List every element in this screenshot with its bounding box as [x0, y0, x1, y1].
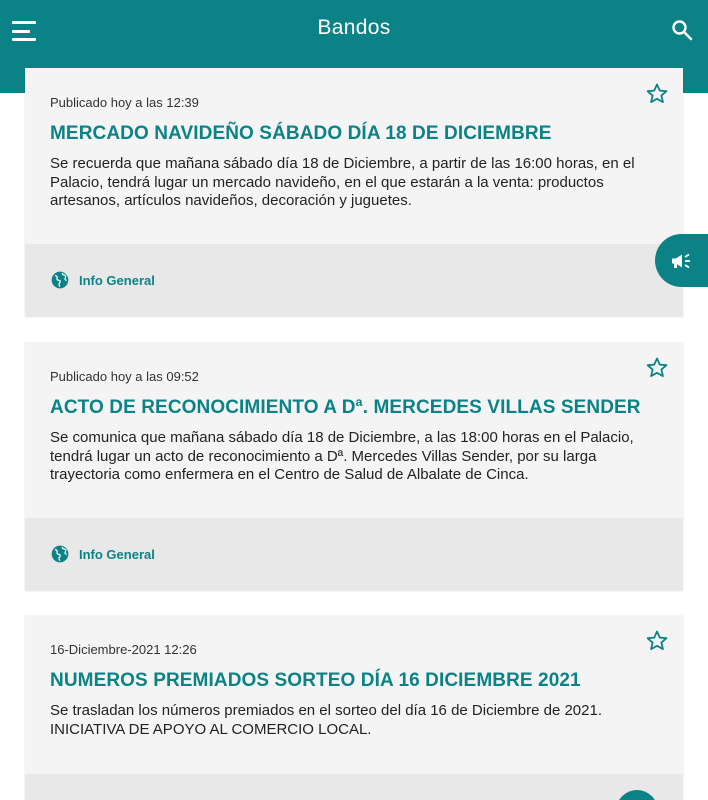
- published-time: 16-Diciembre-2021 12:26: [50, 642, 197, 657]
- favorite-star-icon[interactable]: [645, 82, 669, 106]
- bando-body: Se recuerda que mañana sábado día 18 de Diciembre, a partir de las 16:00 horas, en el Palacio, tendrá lugar un mercado navideño, en el que estarán a la venta: productos artesanos, artículos navideños, decoración y juguetes.: [50, 155, 635, 209]
- card-footer: [25, 244, 683, 316]
- published-time: Publicado hoy a las 12:39: [50, 95, 199, 110]
- category-tag[interactable]: [50, 544, 155, 564]
- bando-card[interactable]: [25, 68, 683, 316]
- bando-card[interactable]: [25, 615, 683, 800]
- category-label: Info General: [79, 546, 155, 562]
- card-footer: [25, 774, 683, 800]
- globe-icon: [50, 270, 70, 290]
- announcements-button[interactable]: [655, 234, 708, 287]
- card-footer: [25, 518, 683, 590]
- category-tag[interactable]: [50, 270, 155, 290]
- megaphone-icon: [669, 249, 693, 273]
- bando-body: Se comunica que mañana sábado día 18 de Diciembre, a las 18:00 horas en el Palacio, tendrá lugar un acto de reconocimiento a Dª. Mercedes Villas Sender, por su larga trayectoria como enfermera en el Centro de Salud de Albalate de Cinca.: [50, 429, 634, 483]
- favorite-star-icon[interactable]: [645, 356, 669, 380]
- published-time: Publicado hoy a las 09:52: [50, 369, 199, 384]
- bando-title: NUMEROS PREMIADOS SORTEO DÍA 16 DICIEMBRE 2021: [50, 670, 581, 691]
- bando-body: Se trasladan los números premiados en el sorteo del día 16 de Diciembre de 2021. INICIATIVA DE APOYO AL COMERCIO LOCAL.: [50, 702, 602, 738]
- search-icon[interactable]: [670, 18, 694, 42]
- globe-icon: [50, 544, 70, 564]
- bando-title: ACTO DE RECONOCIMIENTO A Dª. MERCEDES VILLAS SENDER: [50, 397, 641, 418]
- bando-title: MERCADO NAVIDEÑO SÁBADO DÍA 18 DE DICIEMBRE: [50, 123, 552, 144]
- category-label: Info General: [79, 272, 155, 288]
- favorite-star-icon[interactable]: [645, 629, 669, 653]
- page-title: Bandos: [317, 16, 391, 39]
- bando-card[interactable]: [25, 342, 683, 590]
